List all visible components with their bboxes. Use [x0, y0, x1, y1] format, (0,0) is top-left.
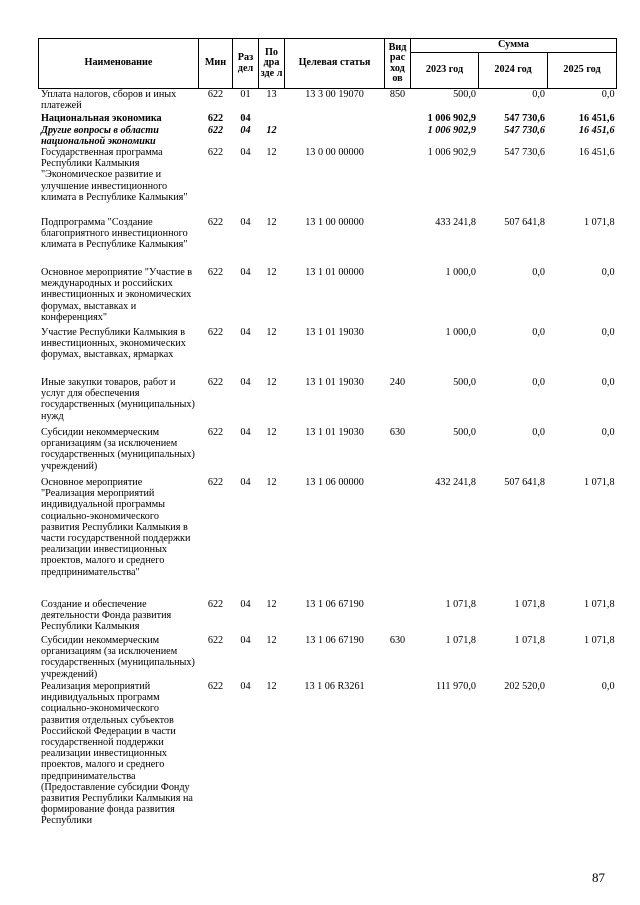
cell-expense-type: [385, 125, 411, 147]
cell-subsection: 13: [266, 89, 277, 100]
cell-name: Государственная программа Республики Калмыкия "Экономическое развитие и улучшение инвестиционного климата в Республике Калмыкия": [41, 146, 188, 203]
cell-ministry: 622: [207, 634, 224, 646]
cell-name: Субсидии некоммерческим организациям (за исключением государственных (муниципальных) учреждений): [41, 426, 195, 472]
cell-target-article: 13 1 06 R3261: [304, 680, 365, 692]
cell-amount-2024: 547 730,6: [504, 112, 545, 124]
cell-section: 04: [240, 124, 251, 136]
cell-amount-2024: 0,0: [532, 426, 545, 438]
cell-ministry: 622: [207, 476, 224, 488]
cell-target-article: 13 1 06 00000: [305, 476, 364, 488]
cell-ministry: 622: [207, 89, 224, 100]
cell-subsection: 12: [266, 326, 277, 338]
cell-ministry: 622: [207, 680, 224, 692]
cell-expense-type: 630: [389, 634, 406, 646]
cell-section: 04: [240, 476, 251, 488]
cell-amount-2025: 0,0: [601, 266, 615, 278]
cell-target-article: 13 1 01 00000: [305, 266, 364, 278]
cell-amount-2024: 547 730,6: [504, 146, 545, 158]
table-row: [39, 377, 617, 427]
cell-amount-2023: 500,0: [453, 376, 476, 388]
cell-ministry: 622: [207, 216, 224, 228]
cell-amount-2025: 16 451,6: [578, 146, 615, 158]
cell-amount-2025: 0,0: [601, 680, 615, 692]
cell-amount-2025: 0,0: [601, 376, 615, 388]
cell-subsection: 12: [266, 426, 277, 438]
cell-target-article: 13 1 01 19030: [305, 426, 364, 438]
cell-amount-2025: 1 071,8: [583, 634, 615, 646]
table-row: [39, 147, 617, 217]
header-target-article: Целевая статья: [285, 39, 385, 89]
cell-target-article: 13 1 00 00000: [305, 216, 364, 228]
cell-amount-2023: 111 970,0: [436, 680, 476, 692]
cell-section: 04: [240, 326, 251, 338]
cell-amount-2023: 1 006 902,9: [427, 112, 476, 124]
cell-target-article: 13 1 06 67190: [305, 598, 364, 610]
cell-name: Национальная экономика: [41, 112, 162, 124]
table-row: [39, 327, 617, 377]
header-section: Раз дел: [233, 39, 259, 89]
cell-amount-2025: 0,0: [601, 326, 615, 338]
cell-amount-2023: 1 006 902,9: [427, 124, 476, 136]
cell-ministry: 622: [207, 266, 224, 278]
cell-amount-2024: 0,0: [532, 266, 545, 278]
cell-target-article: [285, 113, 385, 125]
cell-target-article: 13 1 01 19030: [305, 326, 364, 338]
budget-table: [38, 38, 617, 841]
cell-expense-type: [385, 599, 411, 635]
cell-amount-2023: 500,0: [453, 426, 476, 438]
cell-ministry: 622: [207, 426, 224, 438]
cell-subsection: 12: [266, 634, 277, 646]
cell-section: 04: [240, 680, 251, 692]
cell-ministry: 622: [207, 598, 224, 610]
cell-amount-2025: 16 451,6: [578, 124, 615, 136]
cell-amount-2023: 432 241,8: [435, 476, 476, 488]
cell-expense-type: 240: [389, 376, 406, 388]
cell-target-article: 13 1 06 67190: [305, 634, 364, 646]
cell-name: Иные закупки товаров, работ и услуг для обеспечения государственных (муниципальных) нужд: [41, 376, 195, 422]
cell-amount-2024: 1 071,8: [514, 634, 545, 646]
cell-amount-2024: 507 641,8: [504, 476, 545, 488]
cell-subsection: [259, 113, 285, 125]
cell-subsection: 12: [266, 680, 277, 692]
cell-subsection: 12: [266, 266, 277, 278]
cell-section: 04: [240, 376, 251, 388]
cell-target-article: [285, 125, 385, 147]
table-body: [39, 89, 617, 841]
table-row: [39, 217, 617, 267]
cell-name: Другие вопросы в области национальной экономики: [41, 124, 159, 147]
cell-expense-type: [385, 267, 411, 327]
cell-amount-2024: 1 071,8: [514, 598, 545, 610]
cell-amount-2024: 547 730,6: [504, 124, 545, 136]
cell-amount-2024: 202 520,0: [504, 680, 545, 692]
cell-amount-2023: 1 000,0: [445, 326, 476, 338]
cell-ministry: 622: [207, 376, 224, 388]
cell-section: 04: [240, 112, 251, 124]
cell-ministry: 622: [207, 112, 224, 124]
cell-amount-2023: 500,0: [453, 89, 476, 100]
cell-name: Участие Республики Калмыкия в инвестиционных, экономических форумах, выставках, ярмарках: [41, 326, 186, 361]
table-row: [39, 599, 617, 635]
cell-section: 04: [240, 216, 251, 228]
header-ministry: Мин: [199, 39, 233, 89]
table-row: [39, 477, 617, 599]
header-year-2024: 2024 год: [479, 53, 548, 89]
cell-expense-type: [385, 217, 411, 267]
cell-expense-type: [385, 147, 411, 217]
cell-section: 04: [240, 634, 251, 646]
table-row: [39, 267, 617, 327]
cell-amount-2023: 433 241,8: [435, 216, 476, 228]
cell-amount-2025: 1 071,8: [583, 216, 615, 228]
cell-amount-2025: 0,0: [601, 426, 615, 438]
cell-name: Реализация мероприятий индивидуальных программ социально-экономического развития отдельных субъектов Российской Федерации в части государственной поддержки реализации инвестиционных проектов, малого и среднего предпринимательства (Предоставление субсидии Фонду развития Республики Калмыкия на формирование фонда развития Республики: [41, 680, 193, 827]
table-row: [39, 89, 617, 113]
cell-target-article: 13 1 01 19030: [305, 376, 364, 388]
cell-section: 04: [240, 426, 251, 438]
cell-amount-2024: 507 641,8: [504, 216, 545, 228]
cell-ministry: 622: [207, 326, 224, 338]
cell-subsection: 12: [266, 146, 277, 158]
header-name: Наименование: [39, 39, 199, 89]
cell-expense-type: [385, 113, 411, 125]
cell-amount-2024: 0,0: [532, 326, 545, 338]
cell-expense-type: [385, 477, 411, 599]
cell-section: 01: [240, 89, 251, 100]
cell-section: 04: [240, 266, 251, 278]
cell-ministry: 622: [207, 124, 224, 136]
cell-amount-2023: 1 006 902,9: [427, 146, 476, 158]
page-number: 87: [592, 870, 605, 885]
cell-subsection: 12: [266, 598, 277, 610]
header-year-2025: 2025 год: [548, 53, 617, 89]
cell-amount-2025: 1 071,8: [583, 476, 615, 488]
table-row: [39, 635, 617, 681]
cell-amount-2023: 1 071,8: [445, 598, 476, 610]
table-row: [39, 681, 617, 841]
cell-expense-type: 630: [389, 426, 406, 438]
header-expense-type: Вид рас ход ов: [385, 39, 411, 89]
cell-name: Основное мероприятие "Участие в международных и российских инвестиционных и экономических форумах, выставках и конференциях": [41, 266, 193, 323]
cell-amount-2023: 1 071,8: [445, 634, 476, 646]
cell-subsection: 12: [266, 216, 277, 228]
cell-amount-2025: 16 451,6: [578, 112, 615, 124]
cell-expense-type: 850: [389, 89, 406, 100]
cell-name: Уплата налогов, сборов и иных платежей: [41, 89, 177, 112]
table-row: [39, 427, 617, 477]
cell-amount-2025: 0,0: [601, 89, 615, 100]
cell-section: 04: [240, 598, 251, 610]
cell-expense-type: [385, 327, 411, 377]
cell-name: Субсидии некоммерческим организациям (за исключением государственных (муниципальных) учреждений): [41, 634, 195, 680]
cell-amount-2023: 1 000,0: [445, 266, 476, 278]
cell-subsection: 12: [266, 376, 277, 388]
cell-amount-2024: 0,0: [532, 376, 545, 388]
header-sum: Сумма: [411, 39, 617, 53]
header-year-2023: 2023 год: [411, 53, 479, 89]
cell-name: Основное мероприятие "Реализация мероприятий индивидуальной программы социально-экономического развития Республики Калмыкия в части государственной поддержки реализации инвестиционных проектов, малого и среднего предпринимательства": [41, 476, 191, 578]
table-row: [39, 113, 617, 125]
cell-ministry: 622: [207, 146, 224, 158]
cell-target-article: 13 0 00 00000: [305, 146, 364, 158]
cell-target-article: 13 3 00 19070: [305, 89, 364, 100]
cell-amount-2025: 1 071,8: [583, 598, 615, 610]
cell-expense-type: [385, 681, 411, 841]
header-subsection: По дра зде л: [259, 39, 285, 89]
cell-section: 04: [240, 146, 251, 158]
cell-name: Подпрограмма "Создание благоприятного инвестиционного климата в Республике Калмыкия": [41, 216, 188, 251]
cell-subsection: 12: [266, 476, 277, 488]
cell-amount-2024: 0,0: [532, 89, 545, 100]
cell-subsection: 12: [266, 124, 277, 136]
cell-name: Создание и обеспечение деятельности Фонда развития Республики Калмыкия: [41, 598, 172, 633]
table-row: [39, 125, 617, 147]
